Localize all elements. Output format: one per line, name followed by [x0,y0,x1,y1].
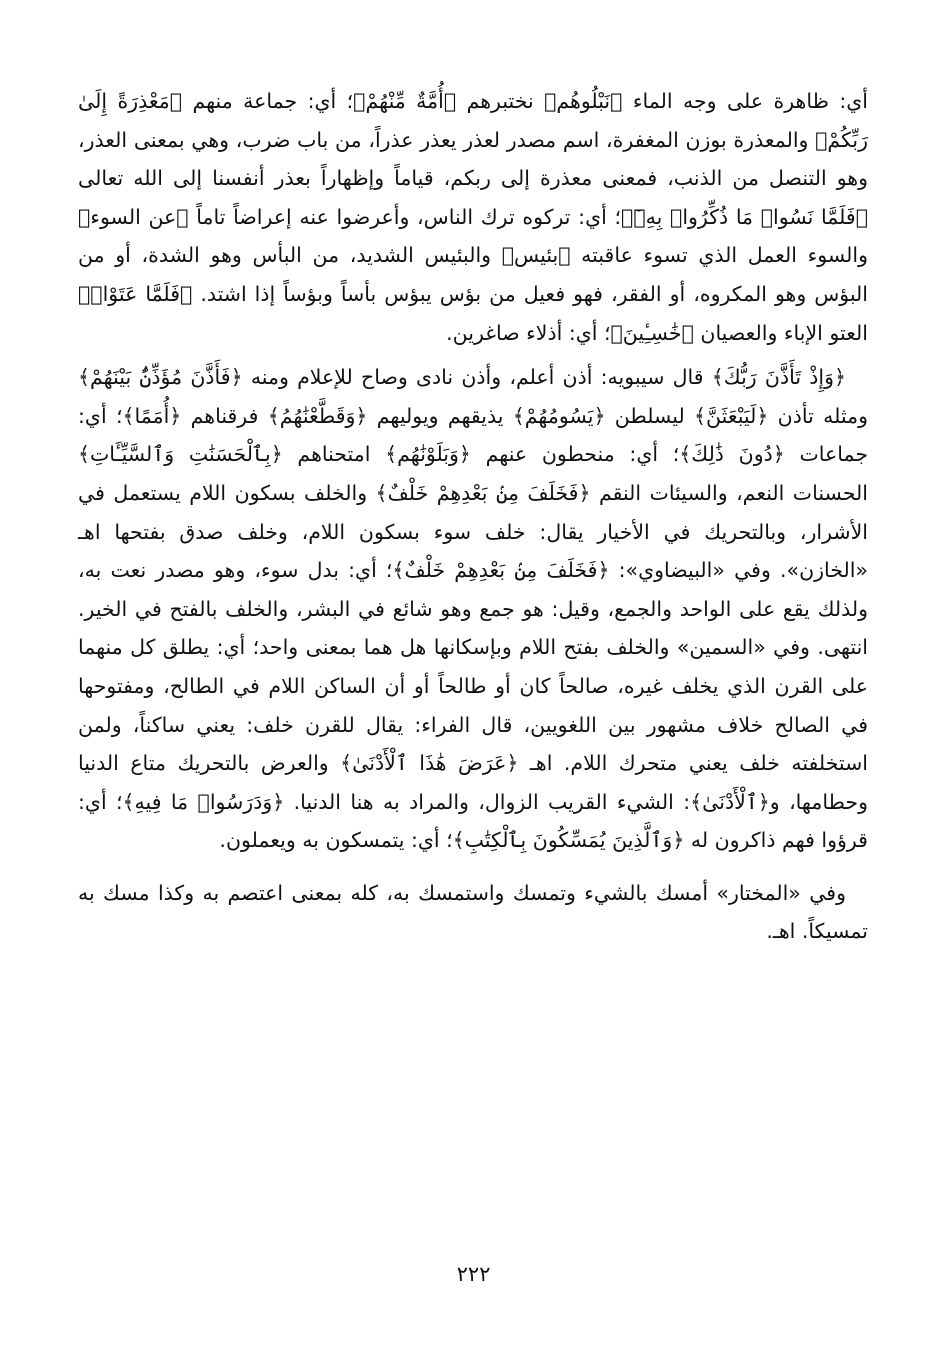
page-number: ٢٢٢ [456,1262,491,1286]
paragraph-1: أي: ظاهرة على وجه الماء ﴿نَبْلُوهُم﴾ نختبرهم ﴿أُمَّةٌ مِّنْهُمْ﴾؛ أي: جماعة منهم ﴿مَعْذِرَةً إِلَىٰ رَبِّكُمْ﴾ والمعذرة بوزن المغفرة، اسم مصدر لعذر يعذر عذراً، من باب ضرب، وهي بمعنى العذر، وهو التنصل من الذنب، فمعنى معذرة إلى ربكم، قياماً وإظهاراً بعذر أنفسنا إلى الله تعالى ﴿فَلَمَّا نَسُوا۟ مَا ذُكِّرُوا۟ بِهِۦٓ﴾؛ أي: تركوه ترك الناس، وأعرضوا عنه إعراضاً تاماً ﴿عن السوء﴾ والسوء العمل الذي تسوء عاقبته ﴿بئيس﴾ والبئيس الشديد، من البأس وهو الشدة، أو من البؤس وهو المكروه، أو الفقر، فهو فعيل من بؤس يبؤس بأساً وبؤساً إذا اشتد. ﴿فَلَمَّا عَتَوْا۟﴾ العتو الإباء والعصيان ﴿خَٰسِـِٔينَ﴾؛ أي: أذلاء صاغرين. [78,89,868,345]
paragraph-2: ﴿وَإِذْ تَأَذَّنَ رَبُّكَ﴾ قال سيبويه: أذن أعلم، وأذن نادى وصاح للإعلام ومنه ﴿فَأَذَّنَ مُؤَذِّنٌۢ بَيْنَهُمْ﴾ ومثله تأذن ﴿لَيَبْعَثَنَّ﴾ ليسلطن ﴿يَسُومُهُمْ﴾ يذيقهم ويوليهم ﴿وَقَطَّعْنَٰهُمُ﴾ فرقناهم ﴿أُمَمًا﴾؛ أي: جماعات ﴿دُونَ ذَٰلِكَ﴾؛ أي: منحطون عنهم ﴿وَبَلَوْنَٰهُم﴾ امتحناهم ﴿بِٱلْحَسَنَٰتِ وَٱلسَّيِّـَٔاتِ﴾ الحسنات النعم، والسيئات النقم ﴿فَخَلَفَ مِنۢ بَعْدِهِمْ خَلْفٌ﴾ والخلف بسكون اللام يستعمل في الأشرار، وبالتحريك في الأخيار يقال: خلف سوء بسكون اللام، وخلف صدق بفتحها اهـ «الخازن». وفي «البيضاوي»: ﴿فَخَلَفَ مِنۢ بَعْدِهِمْ خَلْفٌ﴾؛ أي: بدل سوء، وهو مصدر نعت به، ولذلك يقع على الواحد والجمع، وقيل: هو جمع وهو شائع في البشر، والخلف بالفتح في الخير. انتهى. وفي «السمين» والخلف بفتح اللام وبإسكانها هل هما بمعنى واحد؛ أي: يطلق كل منهما على القرن الذي يخلف غيره، صالحاً كان أو طالحاً أو أن الساكن اللام في الطالح، ومفتوحها في الصالح خلاف مشهور بين اللغويين، قال الفراء: يقال للقرن خلف: يعني ساكناً، ولمن استخلفته خلف يعني متحرك اللام. اهـ ﴿عَرَضَ هَٰذَا ٱلْأَدْنَىٰ﴾ والعرض بالتحريك متاع الدنيا وحطامها، و﴿ٱلْأَدْنَىٰ﴾: الشيء القريب الزوال، والمراد به هنا الدنيا. ﴿وَدَرَسُوا۟ مَا فِيهِ﴾؛ أي: قرؤوا فهم ذاكرون له ﴿وَٱلَّذِينَ يُمَسِّكُونَ بِٱلْكِتَٰبِ﴾؛ أي: يتمسكون به ويعملون. [78,365,868,853]
paragraph-3: وفي «المختار» أمسك بالشيء وتمسك واستمسك به، كله بمعنى اعتصم به وكذا مسك به تمسيكاً. اهـ. [78,880,868,944]
page-body [78,82,868,951]
